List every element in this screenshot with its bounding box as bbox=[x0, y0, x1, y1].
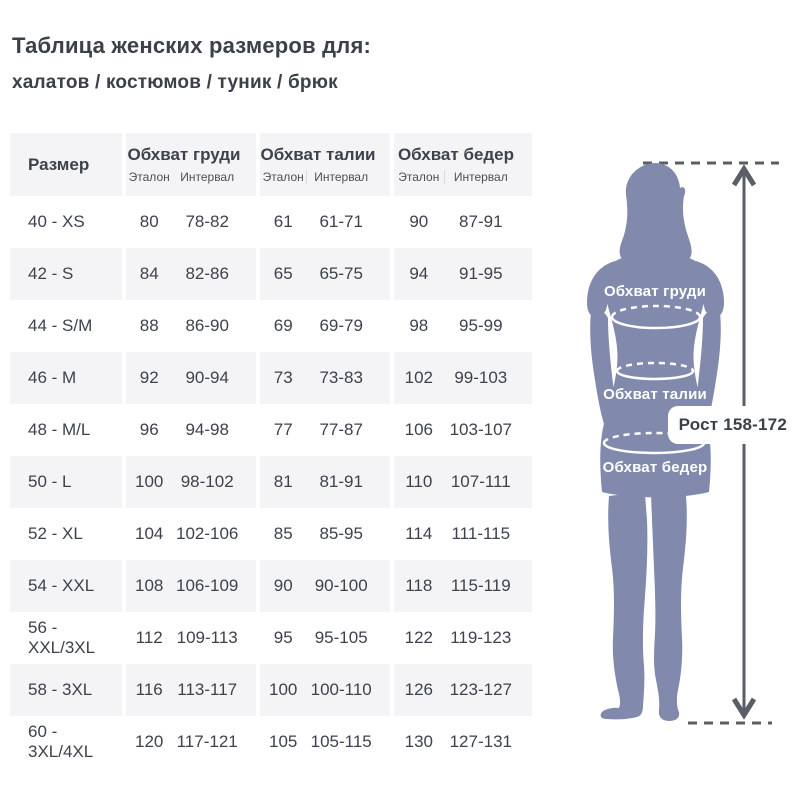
waist-cell bbox=[260, 560, 390, 612]
table-row bbox=[10, 560, 532, 612]
hips-interval-value: 99-103 bbox=[454, 368, 508, 387]
silhouette-hair bbox=[620, 163, 692, 264]
measurement-figure bbox=[545, 140, 800, 765]
table-body bbox=[10, 196, 532, 768]
chest-subheader bbox=[126, 170, 242, 184]
hips-interval-value: 107-111 bbox=[450, 472, 511, 491]
chest-interval-value: 82-86 bbox=[185, 264, 229, 283]
hips-cell bbox=[394, 248, 532, 300]
hips-cell bbox=[394, 196, 532, 248]
hips-cell bbox=[394, 508, 532, 560]
woman-silhouette-graphic bbox=[545, 140, 800, 765]
waist-interval-value: 85-95 bbox=[319, 524, 363, 543]
page-title: Таблица женских размеров для: bbox=[12, 33, 372, 58]
waist-measure-label: Обхват талии bbox=[603, 386, 707, 403]
waist-etalon-value: 95 bbox=[273, 628, 293, 647]
hips-interval-value: 123-127 bbox=[449, 680, 512, 699]
chest-interval-value: 102-106 bbox=[175, 524, 239, 543]
table-row bbox=[10, 716, 532, 768]
hips-etalon-value: 90 bbox=[409, 212, 429, 231]
chest-etalon-value: 104 bbox=[135, 524, 164, 543]
waist-cell bbox=[260, 508, 390, 560]
silhouette-left-arm bbox=[590, 309, 617, 432]
chest-cell bbox=[126, 456, 256, 508]
hips-interval-value: 111-115 bbox=[451, 524, 511, 543]
hips-cell bbox=[394, 300, 532, 352]
hips-interval-value: 87-91 bbox=[459, 212, 503, 231]
hips-cell bbox=[394, 560, 532, 612]
waist-cell bbox=[260, 300, 390, 352]
waist-cell bbox=[260, 664, 390, 716]
waist-etalon-value: 90 bbox=[273, 576, 293, 595]
size-cell: 50 - L bbox=[10, 456, 122, 508]
hips-etalon-value: 114 bbox=[405, 524, 433, 543]
hips-etalon-value: 122 bbox=[404, 628, 433, 647]
chest-cell bbox=[126, 352, 256, 404]
waist-interval-value: 65-75 bbox=[319, 264, 363, 283]
chest-etalon-value: 84 bbox=[139, 264, 159, 283]
hips-etalon-value: 106 bbox=[404, 420, 433, 439]
waist-etalon-value: 69 bbox=[273, 316, 293, 335]
size-cell: 40 - XS bbox=[10, 196, 122, 248]
chest-interval-value: 90-94 bbox=[185, 368, 229, 387]
hips-etalon-value: 94 bbox=[409, 264, 429, 283]
silhouette-right-leg bbox=[651, 494, 687, 721]
chest-interval-value: 94-98 bbox=[185, 420, 229, 439]
hips-etalon-value: 98 bbox=[409, 316, 429, 335]
column-header-waist bbox=[260, 133, 390, 196]
waist-interval-value: 90-100 bbox=[314, 576, 368, 595]
hips-etalon-value: 102 bbox=[404, 368, 433, 387]
hips-cell bbox=[394, 716, 532, 768]
waist-interval-value: 81-91 bbox=[319, 472, 363, 491]
chest-interval-value: 78-82 bbox=[185, 212, 229, 231]
hips-cell bbox=[394, 352, 532, 404]
table-row bbox=[10, 300, 532, 352]
chest-sub-interval: Интервал bbox=[180, 170, 235, 184]
waist-cell bbox=[260, 716, 390, 768]
waist-cell bbox=[260, 248, 390, 300]
hips-interval-value: 91-95 bbox=[459, 264, 503, 283]
chest-interval-value: 117-121 bbox=[176, 732, 238, 751]
waist-sub-interval: Интервал bbox=[306, 170, 376, 184]
column-header-size: Размер bbox=[10, 133, 122, 196]
waist-interval-value: 77-87 bbox=[319, 420, 363, 439]
chest-etalon-value: 96 bbox=[139, 420, 159, 439]
chest-etalon-value: 108 bbox=[135, 576, 164, 595]
waist-subheader bbox=[260, 170, 376, 184]
height-range-badge: Рост 158-172 bbox=[668, 406, 798, 444]
hips-interval-value: 127-131 bbox=[449, 732, 512, 751]
size-cell: 42 - S bbox=[10, 248, 122, 300]
hips-etalon-value: 110 bbox=[405, 472, 433, 491]
chest-etalon-value: 92 bbox=[139, 368, 159, 387]
waist-etalon-value: 61 bbox=[273, 212, 293, 231]
size-cell: 48 - M/L bbox=[10, 404, 122, 456]
chest-etalon-value: 100 bbox=[135, 472, 164, 491]
chest-cell bbox=[126, 248, 256, 300]
column-header-hips bbox=[394, 133, 532, 196]
hips-interval-value: 119-123 bbox=[450, 628, 512, 647]
waist-interval-value: 69-79 bbox=[319, 316, 363, 335]
waist-cell bbox=[260, 612, 390, 664]
chest-sub-etalon: Эталон bbox=[128, 170, 170, 184]
waist-etalon-value: 77 bbox=[273, 420, 293, 439]
waist-etalon-value: 81 bbox=[273, 472, 293, 491]
waist-etalon-value: 73 bbox=[273, 368, 293, 387]
waist-interval-value: 95-105 bbox=[314, 628, 368, 647]
size-cell: 44 - S/M bbox=[10, 300, 122, 352]
chest-etalon-value: 88 bbox=[139, 316, 159, 335]
waist-sub-etalon: Эталон bbox=[262, 170, 304, 184]
chest-cell bbox=[126, 196, 256, 248]
size-cell: 52 - XL bbox=[10, 508, 122, 560]
table-row bbox=[10, 352, 532, 404]
chest-cell bbox=[126, 404, 256, 456]
hips-interval-value: 103-107 bbox=[449, 420, 512, 439]
chest-cell bbox=[126, 664, 256, 716]
chest-etalon-value: 116 bbox=[135, 680, 163, 699]
hips-etalon-value: 118 bbox=[405, 576, 433, 595]
waist-etalon-value: 85 bbox=[273, 524, 293, 543]
hips-subheader bbox=[394, 170, 518, 184]
chest-etalon-value: 112 bbox=[135, 628, 163, 647]
silhouette-left-leg bbox=[601, 494, 648, 719]
chest-cell bbox=[126, 612, 256, 664]
chest-interval-value: 106-109 bbox=[175, 576, 239, 595]
waist-interval-value: 61-71 bbox=[319, 212, 363, 231]
column-header-chest bbox=[126, 133, 256, 196]
table-row bbox=[10, 456, 532, 508]
table-row bbox=[10, 664, 532, 716]
size-cell: 56 - XXL/3XL bbox=[10, 612, 122, 664]
waist-cell bbox=[260, 352, 390, 404]
waist-interval-value: 73-83 bbox=[319, 368, 363, 387]
chest-interval-value: 109-113 bbox=[176, 628, 238, 647]
hips-etalon-value: 126 bbox=[404, 680, 433, 699]
waist-etalon-value: 65 bbox=[273, 264, 293, 283]
hips-sub-etalon: Эталон bbox=[398, 170, 440, 184]
waist-cell bbox=[260, 404, 390, 456]
size-cell: 54 - XXL bbox=[10, 560, 122, 612]
page-subtitle: халатов / костюмов / туник / брюк bbox=[12, 72, 338, 93]
size-cell: 46 - M bbox=[10, 352, 122, 404]
waist-cell bbox=[260, 456, 390, 508]
chest-cell bbox=[126, 560, 256, 612]
waist-etalon-value: 105 bbox=[269, 732, 298, 751]
hips-cell bbox=[394, 456, 532, 508]
hips-cell bbox=[394, 404, 532, 456]
hips-cell bbox=[394, 612, 532, 664]
size-cell: 58 - 3XL bbox=[10, 664, 122, 716]
hips-sub-interval: Интервал bbox=[444, 170, 518, 184]
chest-interval-value: 86-90 bbox=[185, 316, 229, 335]
chest-cell bbox=[126, 508, 256, 560]
table-row bbox=[10, 248, 532, 300]
hips-cell bbox=[394, 664, 532, 716]
chest-etalon-value: 80 bbox=[139, 212, 159, 231]
chest-interval-value: 113-117 bbox=[177, 680, 238, 699]
chest-etalon-value: 120 bbox=[135, 732, 164, 751]
hips-etalon-value: 130 bbox=[404, 732, 433, 751]
table-row bbox=[10, 196, 532, 248]
chest-group-title: Обхват груди bbox=[127, 145, 241, 164]
chest-cell bbox=[126, 300, 256, 352]
table-row bbox=[10, 612, 532, 664]
table-row bbox=[10, 508, 532, 560]
hips-measure-label: Обхват бедер bbox=[602, 459, 708, 476]
waist-interval-value: 105-115 bbox=[310, 732, 372, 751]
waist-etalon-value: 100 bbox=[269, 680, 298, 699]
chest-cell bbox=[126, 716, 256, 768]
waist-cell bbox=[260, 196, 390, 248]
size-cell: 60 - 3XL/4XL bbox=[10, 716, 122, 768]
chest-measure-label: Обхват груди bbox=[603, 283, 707, 300]
hips-group-title: Обхват бедер bbox=[397, 145, 515, 164]
hips-interval-value: 115-119 bbox=[450, 576, 511, 595]
hips-interval-value: 95-99 bbox=[459, 316, 503, 335]
waist-group-title: Обхват талии bbox=[260, 145, 376, 164]
size-table bbox=[10, 133, 532, 768]
table-row bbox=[10, 404, 532, 456]
chest-interval-value: 98-102 bbox=[180, 472, 234, 491]
table-header-row bbox=[10, 133, 532, 196]
waist-interval-value: 100-110 bbox=[310, 680, 372, 699]
